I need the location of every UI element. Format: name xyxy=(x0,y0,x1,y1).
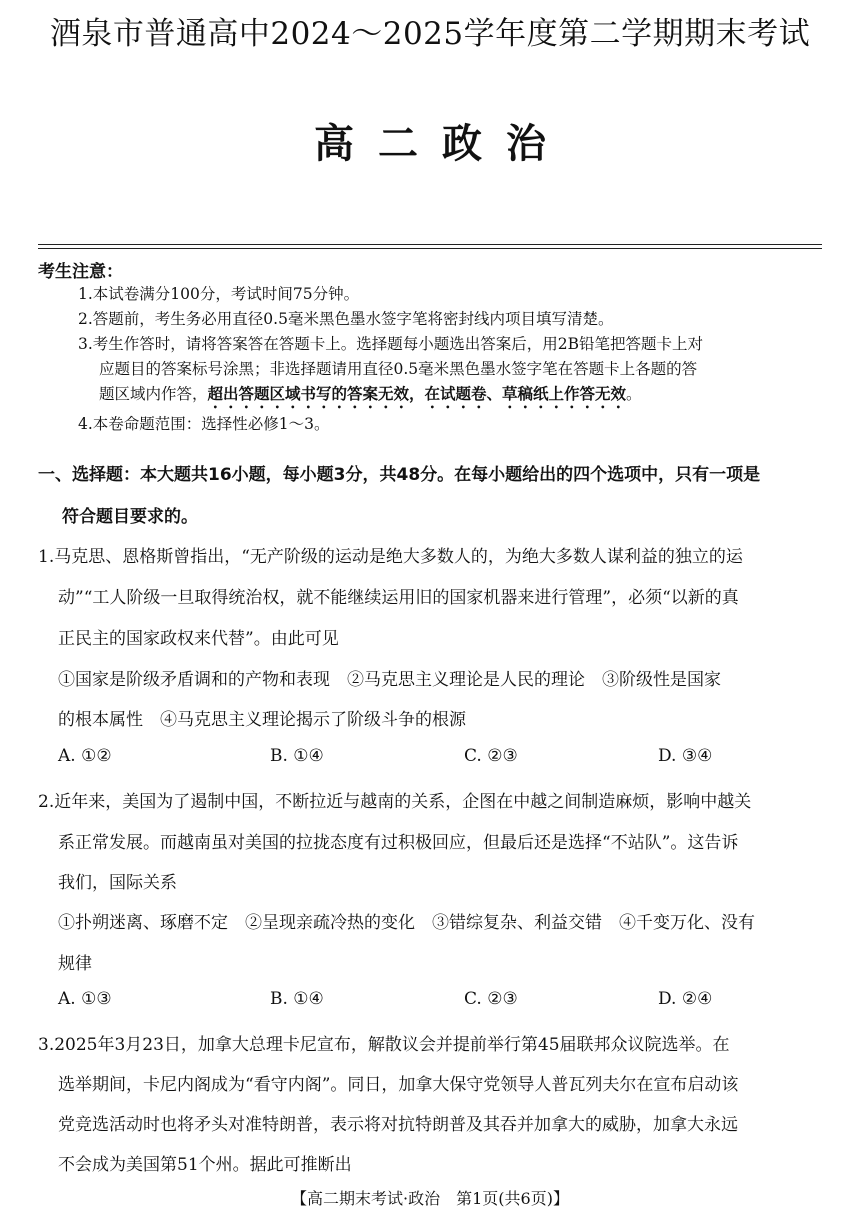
q2-line-3: 我们，国际关系 xyxy=(58,873,177,893)
notice-item-3-line-1: 3.考生作答时，请将答案答在答题卡上。选择题每小题选出答案后，用2B铅笔把答题卡上对 xyxy=(78,335,704,353)
notice-item-3-emphasis: 超出答题区域书写的答案无效，在试题卷、草稿纸上作答无效 xyxy=(207,385,627,403)
header-rule-top xyxy=(38,244,822,245)
q2-option-d: D. ②④ xyxy=(658,989,713,1009)
q2-line-5: 规律 xyxy=(58,954,92,974)
q1-option-a: A. ①② xyxy=(58,746,112,766)
notice-item-3-plain: 题区域内作答， xyxy=(99,385,208,403)
notice-item-3-line-3 xyxy=(99,381,642,412)
q1-line-1: 1.马克思、恩格斯曾指出，“无产阶级的运动是绝大多数人的，为绝大多数人谋利益的独立的运 xyxy=(38,547,743,567)
q1-line-4: ①国家是阶级矛盾调和的产物和表现 ②马克思主义理论是人民的理论 ③阶级性是国家 xyxy=(58,670,721,690)
q2-line-2: 系正常发展。而越南虽对美国的拉拢态度有过积极回应，但最后还是选择“不站队”。这告诉 xyxy=(58,833,739,853)
notice-heading: 考生注意： xyxy=(38,262,123,282)
notice-item-4: 4.本卷命题范围：选择性必修1～3。 xyxy=(78,415,330,433)
q3-line-2: 选举期间，卡尼内阁成为“看守内阁”。同日，加拿大保守党领导人普瓦列夫尔在宣布启动该 xyxy=(58,1075,739,1095)
q1-line-3: 正民主的国家政权来代替”。由此可见 xyxy=(58,629,339,649)
page-footer: 【高二期末考试·政治 第1页(共6页)】 xyxy=(291,1189,569,1208)
notice-item-3-end: 。 xyxy=(626,385,642,403)
notice-item-3-line-2: 应题目的答案标号涂黑；非选择题请用直径0.5毫米黑色墨水签字笔在答题卡上各题的答 xyxy=(99,360,698,378)
q1-option-c: C. ②③ xyxy=(464,746,518,766)
notice-item-2: 2.答题前，考生务必用直径0.5毫米黑色墨水签字笔将密封线内项目填写清楚。 xyxy=(78,310,614,328)
section-heading-line-2: 符合题目要求的。 xyxy=(62,507,198,527)
q3-line-4: 不会成为美国第51个州。据此可推断出 xyxy=(58,1155,352,1175)
subject-title: 高二政治 xyxy=(314,121,570,167)
q2-option-c: C. ②③ xyxy=(464,989,518,1009)
q1-line-5: 的根本属性 ④马克思主义理论揭示了阶级斗争的根源 xyxy=(58,710,466,730)
q3-line-3: 党竞选活动时也将矛头对准特朗普，表示将对抗特朗普及其吞并加拿大的威胁，加拿大永远 xyxy=(58,1115,738,1135)
q1-line-2: 动”“工人阶级一旦取得统治权，就不能继续运用旧的国家机器来进行管理”，必须“以新的真 xyxy=(58,588,739,608)
header-rule-bottom xyxy=(38,248,822,249)
notice-item-1: 1.本试卷满分100分，考试时间75分钟。 xyxy=(78,285,360,303)
q2-line-4: ①扑朔迷离、琢磨不定 ②呈现亲疏冷热的变化 ③错综复杂、利益交错 ④千变万化、没有 xyxy=(58,913,755,933)
exam-title: 酒泉市普通高中2024～2025学年度第二学期期末考试 xyxy=(49,16,811,52)
q2-option-a: A. ①③ xyxy=(58,989,112,1009)
q1-option-d: D. ③④ xyxy=(658,746,713,766)
section-heading-line-1: 一、选择题：本大题共16小题，每小题3分，共48分。在每小题给出的四个选项中，只有一项是 xyxy=(38,465,761,485)
q1-option-b: B. ①④ xyxy=(270,746,324,766)
q3-line-1: 3.2025年3月23日，加拿大总理卡尼宣布，解散议会并提前举行第45届联邦众议院选举。在 xyxy=(38,1035,730,1055)
q2-line-1: 2.近年来，美国为了遏制中国，不断拉近与越南的关系，企图在中越之间制造麻烦，影响中越关 xyxy=(38,792,752,812)
q2-option-b: B. ①④ xyxy=(270,989,324,1009)
